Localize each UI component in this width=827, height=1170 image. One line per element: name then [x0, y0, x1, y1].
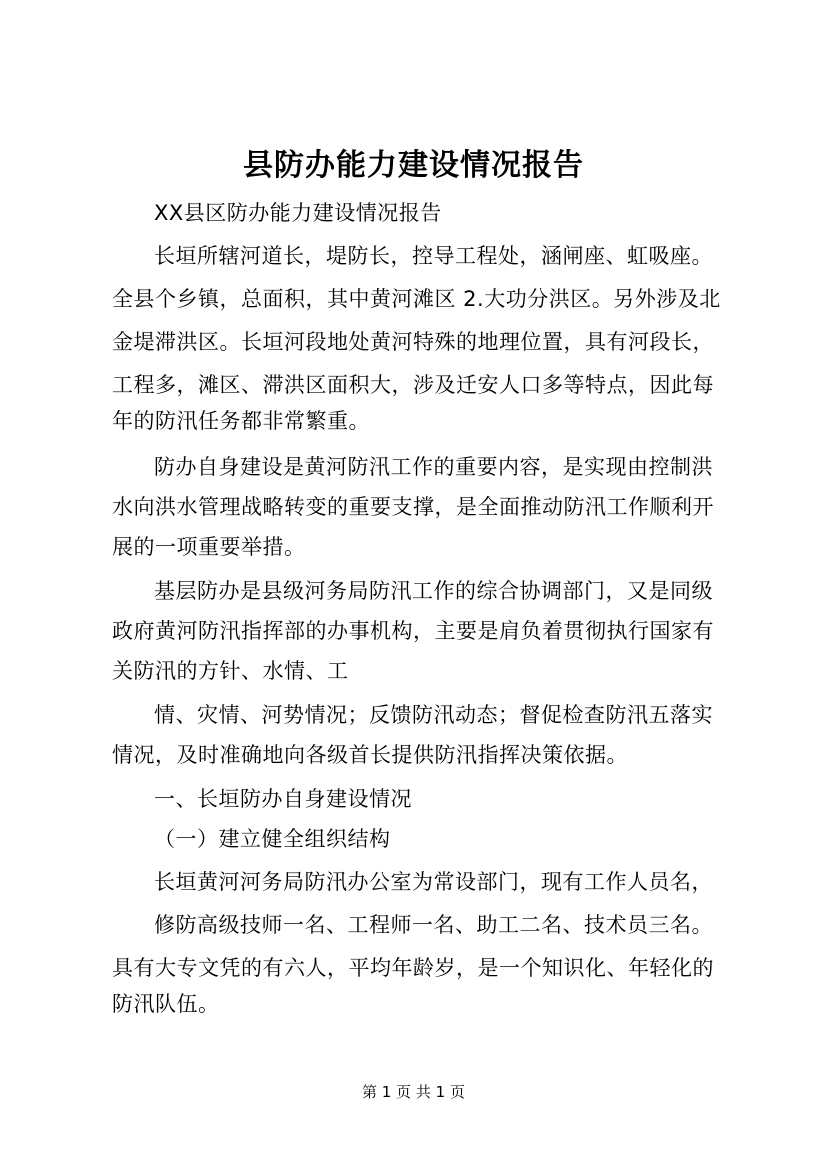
paragraph-line: 基层防办是县级河务局防汛工作的综合协调部门，又是同级 — [154, 579, 713, 603]
paragraph-line: 年的防汛任务都非常繁重。 — [112, 409, 370, 433]
document-subtitle: XX县区防办能力建设情况报告 — [154, 201, 442, 225]
section-heading: 一、长垣防办自身建设情况 — [154, 787, 412, 811]
paragraph-line: 防办自身建设是黄河防汛工作的重要内容，是实现由控制洪 — [154, 455, 713, 479]
paragraph-line: 全县个乡镇，总面积，其中黄河滩区 2.大功分洪区。另外涉及北 — [112, 287, 721, 311]
paragraph-line: 情况，及时准确地向各级首长提供防汛指挥决策依据。 — [112, 743, 628, 767]
paragraph-line: 修防高级技师一名、工程师一名、助工二名、技术员三名。 — [154, 913, 713, 937]
paragraph-line: 工程多，滩区、滞洪区面积大，涉及迁安人口多等特点，因此每 — [112, 373, 714, 397]
paragraph-line: 长垣黄河河务局防汛办公室为常设部门，现有工作人员名， — [154, 870, 713, 894]
paragraph-line: 关防汛的方针、水情、工 — [112, 659, 349, 683]
page-number-footer: 第 1 页 共 1 页 — [362, 1083, 465, 1101]
paragraph-line: 具有大专文凭的有六人，平均年龄岁，是一个知识化、年轻化的 — [112, 956, 714, 980]
paragraph-line: 金堤滞洪区。长垣河段地处黄河特殊的地理位置，具有河段长， — [112, 330, 714, 354]
paragraph-line: 政府黄河防汛指挥部的办事机构，主要是肩负着贯彻执行国家有 — [112, 619, 714, 643]
subsection-heading: （一）建立健全组织结构 — [154, 827, 391, 851]
document-title: 县防办能力建设情况报告 — [243, 148, 584, 183]
paragraph-line: 防汛队伍。 — [112, 992, 220, 1016]
paragraph-line: 水向洪水管理战略转变的重要支撑，是全面推动防汛工作顺利开 — [112, 495, 714, 519]
paragraph-line: 情、灾情、河势情况；反馈防汛动态；督促检查防汛五落实 — [154, 703, 713, 727]
paragraph-line: 长垣所辖河道长，堤防长，控导工程处，涵闸座、虹吸座。 — [154, 244, 713, 268]
paragraph-line: 展的一项重要举措。 — [112, 535, 306, 559]
